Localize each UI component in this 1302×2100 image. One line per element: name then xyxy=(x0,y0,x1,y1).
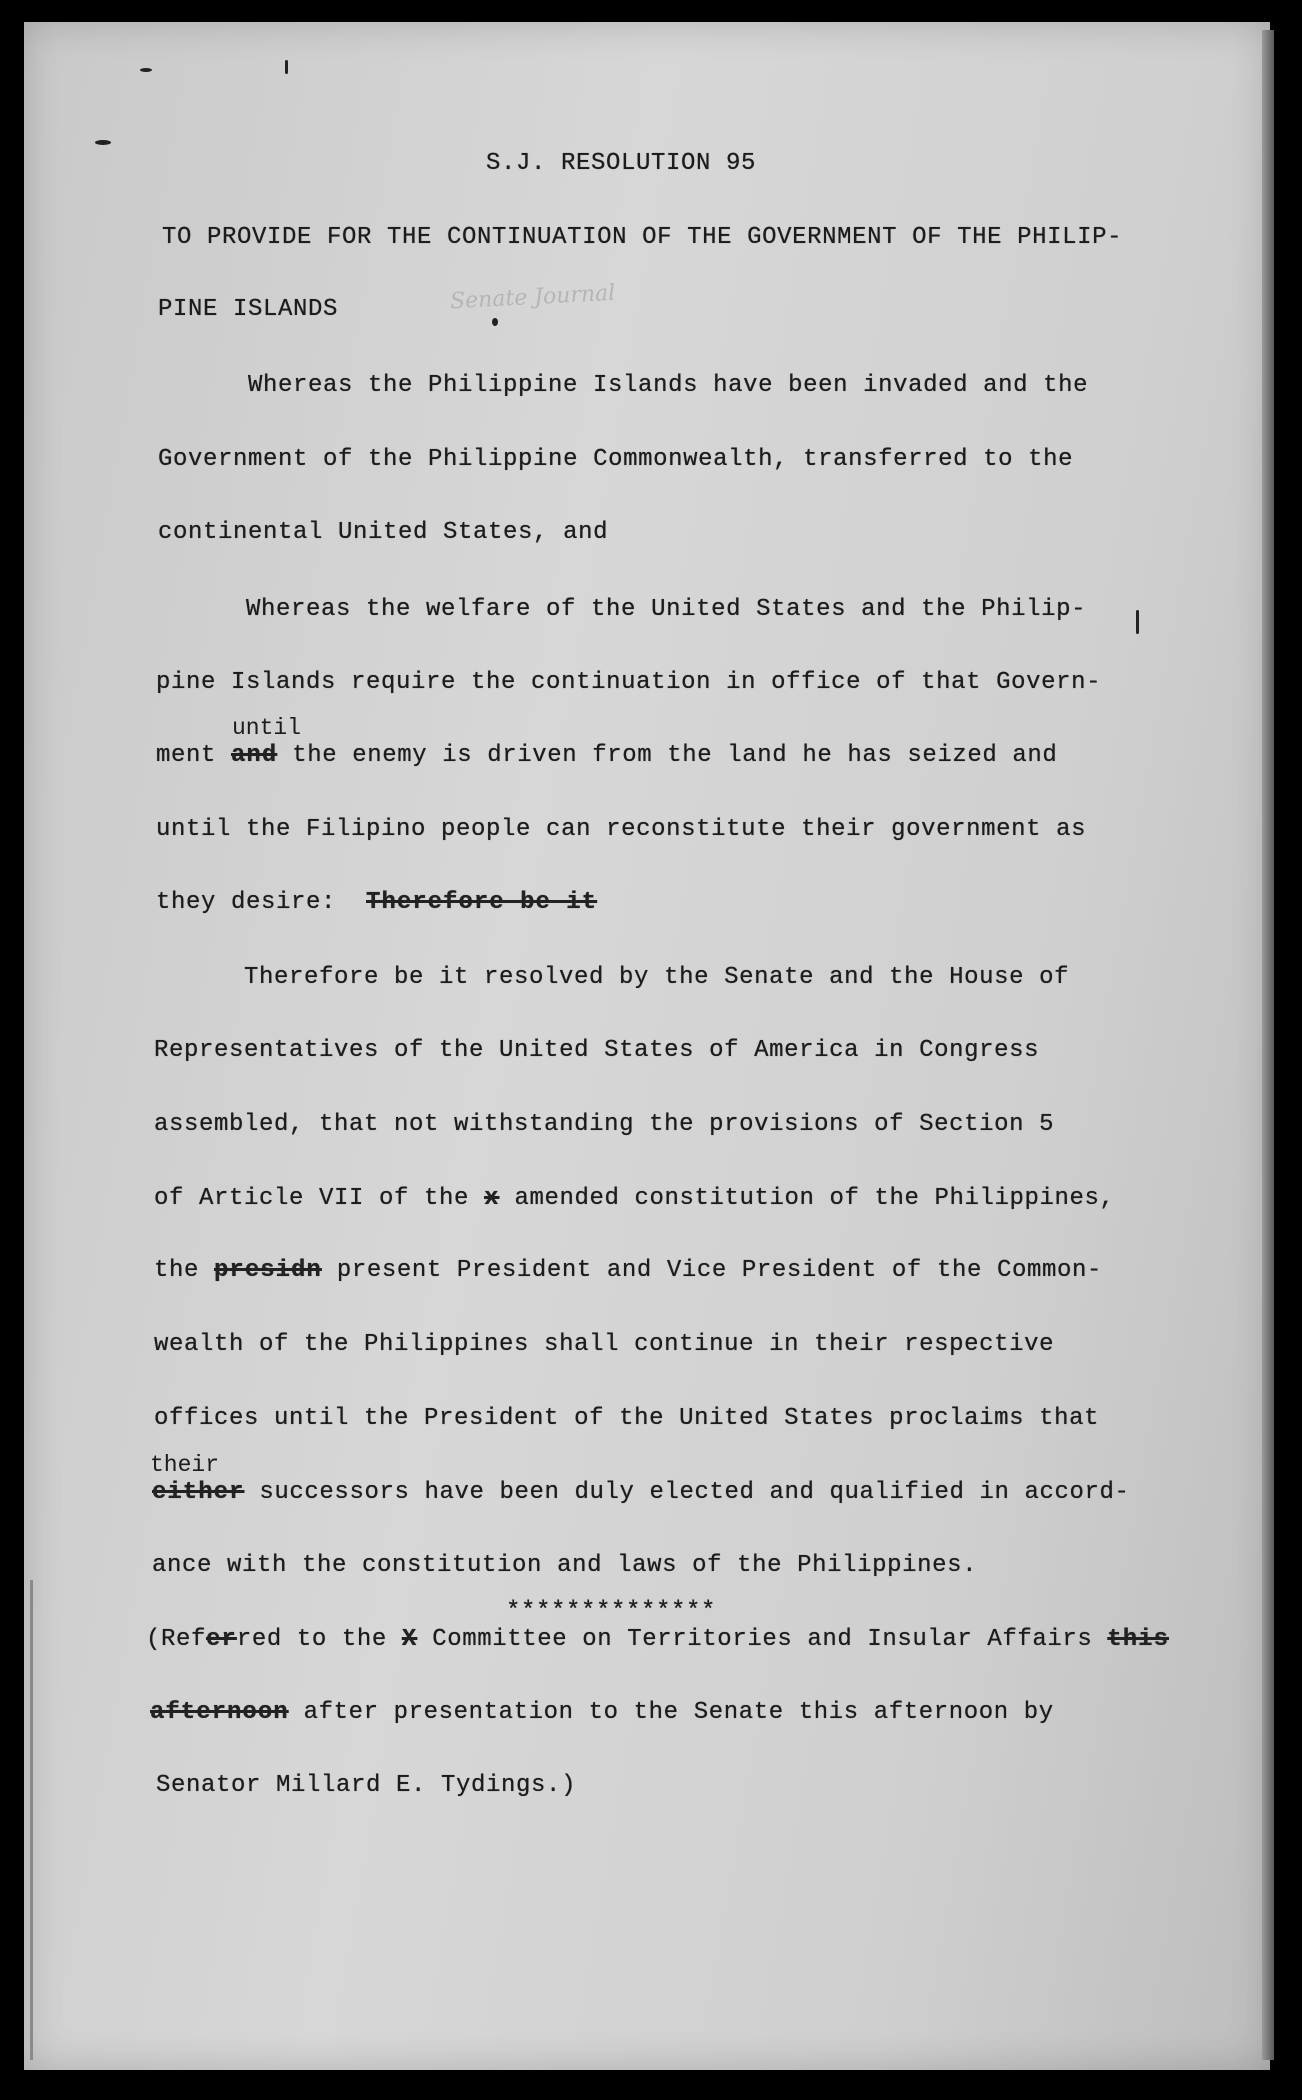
struck-text: and xyxy=(231,742,278,769)
whereas2-line-5: they desire: Therefore be it xyxy=(156,889,598,916)
resolved-line-3: assembled, that not withstanding the provisions of Section 5 xyxy=(154,1111,1055,1138)
interlinear-insert-their: their xyxy=(150,1452,220,1478)
note-line-2: afternoon after presentation to the Senate this afternoon by xyxy=(150,1699,1054,1726)
asterisk-separator: ************** xyxy=(506,1598,717,1625)
whereas1-line-1: Whereas the Philippine Islands have been invaded and the xyxy=(248,372,1089,399)
ink-mark xyxy=(492,318,498,326)
ink-mark xyxy=(1136,610,1139,634)
struck-text: X xyxy=(401,1626,418,1653)
whereas2-line-3: ment and the enemy is driven from the land he has seized and xyxy=(156,742,1058,769)
resolved-line-8: either successors have been duly elected and qualified in accord- xyxy=(152,1479,1130,1506)
whereas2-line-1: Whereas the welfare of the United States and the Philip- xyxy=(246,596,1087,623)
resolved-line-5: the presidn present President and Vice President of the Common- xyxy=(154,1257,1102,1284)
whereas1-line-3: continental United States, and xyxy=(158,519,609,546)
resolved-line-4: of Article VII of the x amended constitution of the Philippines, xyxy=(154,1185,1115,1212)
ink-mark xyxy=(95,140,111,145)
resolved-line-2: Representatives of the United States of America in Congress xyxy=(154,1037,1040,1064)
ink-mark xyxy=(285,60,288,74)
struck-text: x xyxy=(484,1185,500,1212)
resolved-line-1: Therefore be it resolved by the Senate and the House of xyxy=(244,964,1070,991)
document-title: S.J. RESOLUTION 95 xyxy=(486,150,757,177)
struck-text: this xyxy=(1107,1626,1169,1653)
struck-text: er xyxy=(206,1626,237,1653)
whereas2-line-4: until the Filipino people can reconstitute their government as xyxy=(156,816,1087,843)
whereas2-line-2: pine Islands require the continuation in office of that Govern- xyxy=(156,669,1102,696)
ink-mark xyxy=(140,68,152,72)
interlinear-insert-until: until xyxy=(232,715,302,741)
struck-text: afternoon xyxy=(150,1699,289,1726)
struck-text: either xyxy=(152,1479,245,1506)
whereas1-line-2: Government of the Philippine Commonwealth, transferred to the xyxy=(158,446,1074,473)
faint-handwriting: Senate Journal xyxy=(449,280,616,315)
note-line-3: Senator Millard E. Tydings.) xyxy=(156,1772,577,1799)
resolved-line-9: ance with the constitution and laws of the Philippines. xyxy=(152,1552,978,1579)
struck-text: Therefore be it xyxy=(366,889,598,916)
heading-line-2: PINE ISLANDS xyxy=(158,296,339,323)
resolved-line-6: wealth of the Philippines shall continue in their respective xyxy=(154,1331,1055,1358)
struck-text: presidn xyxy=(214,1257,322,1284)
page-edge-shadow xyxy=(1262,30,1274,2060)
resolved-line-7: offices until the President of the United States proclaims that xyxy=(154,1405,1100,1432)
heading-line-1: TO PROVIDE FOR THE CONTINUATION OF THE GOVERNMENT OF THE PHILIP- xyxy=(162,224,1123,251)
note-line-1: (Referred to the X Committee on Territories and Insular Affairs this xyxy=(146,1626,1169,1653)
